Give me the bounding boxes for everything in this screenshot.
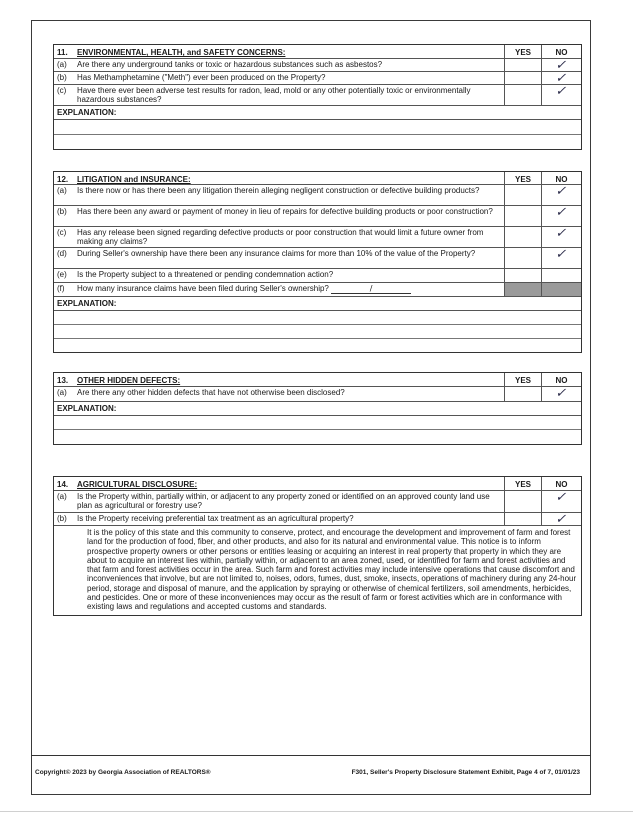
- footer-copyright: Copyright© 2023 by Georgia Association of REALTORS®: [35, 769, 211, 776]
- yes-answer-box[interactable]: [504, 387, 541, 401]
- item-letter: (c): [57, 228, 67, 237]
- no-column-header: NO: [541, 477, 581, 490]
- yes-answer-box[interactable]: [504, 72, 541, 84]
- section-header: [54, 45, 581, 59]
- no-answer-box[interactable]: [541, 513, 581, 525]
- question-text: Is the Property within, partially within, or adjacent to any property zoned or identified on an approved county land use plan as agricultural or forestry use?: [77, 492, 490, 510]
- section-litigation: [53, 171, 582, 353]
- no-answer-box[interactable]: [541, 248, 581, 268]
- section-number: 14.: [57, 480, 69, 489]
- yes-answer-box[interactable]: [504, 248, 541, 268]
- footer-divider: [31, 755, 591, 756]
- question-row: [54, 59, 581, 72]
- explanation-line[interactable]: [54, 416, 581, 430]
- no-answer-box[interactable]: [541, 387, 581, 401]
- question-row: [54, 248, 581, 269]
- check-mark-icon: ✓: [554, 184, 570, 199]
- question-text: Are there any underground tanks or toxic or hazardous substances such as asbestos?: [77, 60, 383, 69]
- question-row: [54, 387, 581, 402]
- no-column-header: NO: [541, 45, 581, 58]
- no-answer-box[interactable]: [541, 227, 581, 247]
- item-letter: (f): [57, 284, 65, 293]
- no-column-header: NO: [541, 172, 581, 184]
- agricultural-disclosure-text: It is the policy of this state and this community to conserve, protect, and encourage the development and improvement of farm and forest land for the production of food, fiber, and other products, and also for its natural and environmental value. This notice is to inform prospective property owners or other persons or entities leasing or acquiring an interest in real property that property in which they are about to acquire an interest lies within, partially within, or adjacent to an area zoned, used, or identified for farm and forest activities and that farm and forest activities occur in the area. Such farm and forest activities may include intensive operations that cause discomfort and inconveniences that involve, but are not limited to, noises, odors, fumes, dust, smoke, insects, operations of machinery during any 24-hour period, storage and disposal of manure, and the application by spraying or otherwise of chemical fertilizers, soil amendments, herbicides, and pesticides. One or more of these inconveniences may occur as the result of farm or forest activities which are in conformance with existing laws and regulations and accepted customs and standards.: [87, 528, 577, 612]
- no-answer-box[interactable]: [541, 491, 581, 512]
- yes-answer-box[interactable]: [504, 227, 541, 247]
- question-text: Has there been any award or payment of money in lieu of repairs for defective building products or poor construction?: [77, 207, 493, 216]
- no-answer-box[interactable]: [541, 185, 581, 205]
- item-letter: (b): [57, 514, 67, 523]
- section-title: OTHER HIDDEN DEFECTS:: [77, 376, 181, 385]
- yes-column-header: YES: [504, 477, 541, 490]
- section-number: 11.: [57, 48, 68, 57]
- item-letter: (d): [57, 249, 67, 258]
- item-letter: (a): [57, 60, 67, 69]
- question-row: [54, 513, 581, 526]
- disclosure-area: [54, 526, 581, 615]
- yes-answer-box[interactable]: [504, 59, 541, 71]
- no-answer-box[interactable]: [541, 269, 581, 282]
- explanation-line[interactable]: [54, 325, 581, 339]
- check-mark-icon: ✓: [554, 58, 570, 73]
- question-text: Has any release been signed regarding defective products or poor construction that would limit a future owner from making any claims?: [77, 228, 484, 246]
- check-mark-icon: ✓: [554, 512, 570, 527]
- explanation-label: EXPLANATION:: [54, 297, 581, 311]
- no-answer-box[interactable]: [541, 85, 581, 105]
- no-answer-box[interactable]: [541, 206, 581, 226]
- check-mark-icon: ✓: [554, 84, 570, 99]
- question-text: Has Methamphetamine ("Meth") ever been produced on the Property?: [77, 73, 326, 82]
- question-row: [54, 85, 581, 106]
- item-letter: (a): [57, 492, 67, 501]
- item-letter: (c): [57, 86, 67, 95]
- explanation-line[interactable]: [54, 339, 581, 352]
- question-text: Have there ever been adverse test results for radon, lead, mold or any other potentially toxic or environmentally hazardous substances?: [77, 86, 471, 104]
- question-row: [54, 227, 581, 248]
- section-header: [54, 373, 581, 387]
- explanation-label: EXPLANATION:: [54, 106, 581, 120]
- check-mark-icon: ✓: [554, 247, 570, 262]
- section-title: ENVIRONMENTAL, HEALTH, and SAFETY CONCERNS:: [77, 48, 286, 57]
- item-letter: (a): [57, 186, 67, 195]
- item-letter: (e): [57, 270, 67, 279]
- no-answer-box[interactable]: [541, 72, 581, 84]
- claims-count-field[interactable]: /: [331, 284, 411, 294]
- section-agricultural: [53, 476, 582, 616]
- yes-answer-box[interactable]: [504, 185, 541, 205]
- section-hidden-defects: [53, 372, 582, 445]
- question-text: Is the Property receiving preferential tax treatment as an agricultural property?: [77, 514, 354, 523]
- yes-column-header: YES: [504, 373, 541, 386]
- yes-answer-box[interactable]: [504, 269, 541, 282]
- explanation-line[interactable]: [54, 135, 581, 149]
- yes-answer-box[interactable]: [504, 491, 541, 512]
- shaded-cell: [504, 283, 541, 296]
- check-mark-icon: ✓: [554, 226, 570, 241]
- shaded-cell: [541, 283, 581, 296]
- question-text: During Seller's ownership have there been any insurance claims for more than 10% of the value of the Property?: [77, 249, 476, 258]
- question-text: Are there any other hidden defects that have not otherwise been disclosed?: [77, 388, 345, 397]
- explanation-line[interactable]: [54, 311, 581, 325]
- section-environmental: [53, 44, 582, 150]
- explanation-area: [54, 297, 581, 352]
- no-column-header: NO: [541, 373, 581, 386]
- section-title: AGRICULTURAL DISCLOSURE:: [77, 480, 198, 489]
- item-letter: (a): [57, 388, 67, 397]
- question-row: [54, 72, 581, 85]
- question-row: [54, 185, 581, 206]
- footer-form-info: F301, Seller's Property Disclosure Statement Exhibit, Page 4 of 7, 01/01/23: [351, 769, 580, 776]
- check-mark-icon: ✓: [554, 71, 570, 86]
- item-letter: (b): [57, 207, 67, 216]
- question-text: How many insurance claims have been filed during Seller's ownership?: [77, 284, 329, 293]
- section-header: [54, 172, 581, 185]
- yes-column-header: YES: [504, 172, 541, 184]
- explanation-line[interactable]: [54, 120, 581, 135]
- check-mark-icon: ✓: [554, 490, 570, 505]
- question-row: [54, 206, 581, 227]
- no-answer-box[interactable]: [541, 59, 581, 71]
- yes-column-header: YES: [504, 45, 541, 58]
- question-text: Is the Property subject to a threatened or pending condemnation action?: [77, 270, 334, 279]
- section-title: LITIGATION and INSURANCE:: [77, 175, 191, 184]
- item-letter: (b): [57, 73, 67, 82]
- check-mark-icon: ✓: [554, 205, 570, 220]
- yes-answer-box[interactable]: [504, 513, 541, 525]
- section-number: 12.: [57, 175, 69, 184]
- explanation-area: [54, 402, 581, 444]
- section-header: [54, 477, 581, 491]
- explanation-label: EXPLANATION:: [54, 402, 581, 416]
- question-row: [54, 269, 581, 283]
- question-row: [54, 491, 581, 513]
- explanation-line[interactable]: [54, 430, 581, 444]
- section-number: 13.: [57, 376, 69, 385]
- yes-answer-box[interactable]: [504, 206, 541, 226]
- question-text: Is there now or has there been any litigation therein alleging negligent construction or defective building products?: [77, 186, 480, 195]
- explanation-area: [54, 106, 581, 149]
- question-row: [54, 283, 581, 297]
- scan-edge: [0, 811, 633, 812]
- check-mark-icon: ✓: [554, 386, 570, 401]
- yes-answer-box[interactable]: [504, 85, 541, 105]
